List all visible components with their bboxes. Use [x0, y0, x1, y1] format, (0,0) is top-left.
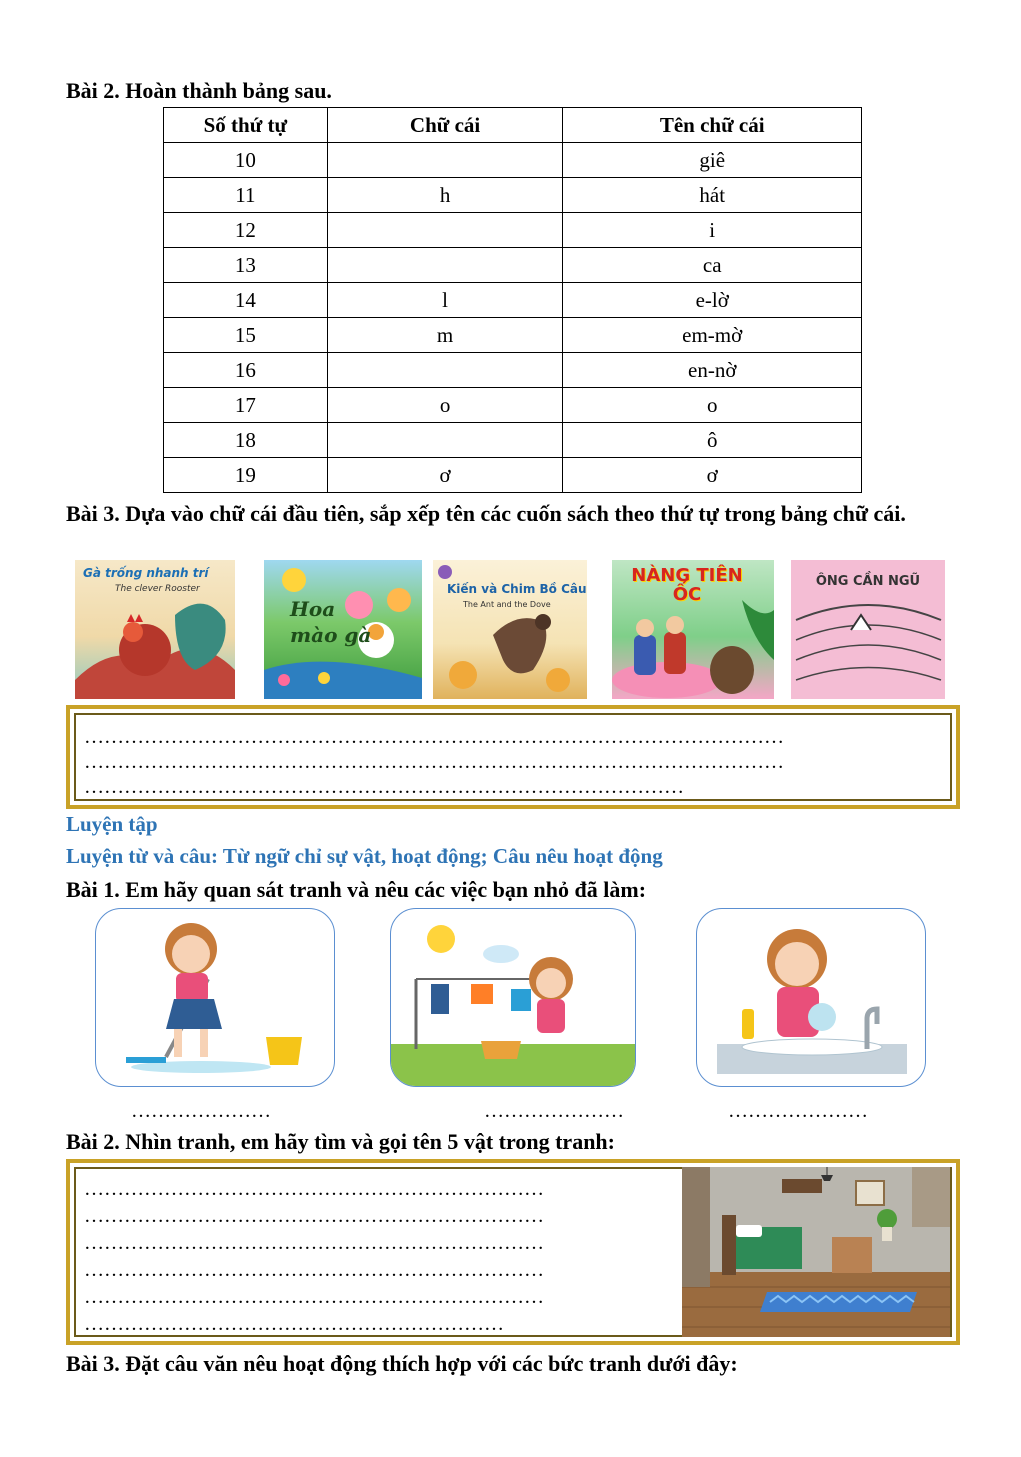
- answer-line[interactable]: ………………………………………………………: [84, 1313, 504, 1335]
- answer-line[interactable]: ……………………………………………………………………………………………: [84, 726, 784, 748]
- cell-name: ô: [563, 423, 862, 458]
- table-row: [164, 458, 862, 493]
- book-cover-nang-tien-oc: [612, 560, 774, 699]
- picture-blank-1[interactable]: …………………: [131, 1100, 271, 1122]
- cell-name: en-nờ: [563, 353, 862, 388]
- table-row: [164, 178, 862, 213]
- cell-name: giê: [563, 143, 862, 178]
- cell-letter[interactable]: h: [327, 178, 563, 213]
- girl-washing-dishes-illustration: [697, 909, 925, 1086]
- letter-table: [163, 107, 862, 493]
- picture-card-laundry: [390, 908, 636, 1087]
- picture-blank-3[interactable]: …………………: [728, 1100, 868, 1122]
- bedroom-picture: [682, 1167, 950, 1337]
- practice-heading: Luyện tập: [66, 812, 158, 836]
- book-cover-ong-can-ngu: [791, 560, 945, 699]
- cell-name: e-lờ: [563, 283, 862, 318]
- answer-line[interactable]: ……………………………………………………………: [84, 1259, 544, 1281]
- cell-letter[interactable]: o: [327, 388, 563, 423]
- bedroom-illustration: [682, 1167, 950, 1337]
- table-row: [164, 388, 862, 423]
- answer-line[interactable]: ……………………………………………………………: [84, 1286, 544, 1308]
- header-letter-name: Tên chữ cái: [563, 108, 862, 143]
- book-cover-kien-chim: [433, 560, 587, 699]
- answer-line[interactable]: ……………………………………………………………: [84, 1205, 544, 1227]
- cell-letter[interactable]: m: [327, 318, 563, 353]
- answer-line[interactable]: ……………………………………………………………: [84, 1232, 544, 1254]
- practice-exercise-3-title: Bài 3. Đặt câu văn nêu hoạt động thích hợp với các bức tranh dưới đây:: [66, 1351, 738, 1376]
- picture-card-washing-dishes: [696, 908, 926, 1087]
- cell-name: o: [563, 388, 862, 423]
- book-cover-ga-trong: [75, 560, 235, 699]
- rooster-illustration: [75, 560, 235, 699]
- answer-box-objects: [66, 1159, 960, 1345]
- cell-order: 15: [164, 318, 328, 353]
- table-row: [164, 143, 862, 178]
- cell-order: 10: [164, 143, 328, 178]
- cell-letter[interactable]: l: [327, 283, 563, 318]
- table-row: [164, 283, 862, 318]
- table-row: [164, 213, 862, 248]
- answer-line[interactable]: ………………………………………………………………………………: [84, 776, 684, 798]
- book-subtitle: The clever Rooster: [115, 584, 200, 594]
- picture-card-mopping: [95, 908, 335, 1087]
- cell-order: 18: [164, 423, 328, 458]
- cell-order: 11: [164, 178, 328, 213]
- girl-laundry-illustration: [391, 909, 635, 1086]
- cell-letter[interactable]: [327, 143, 563, 178]
- picture-blank-2[interactable]: …………………: [484, 1100, 624, 1122]
- cell-name: i: [563, 213, 862, 248]
- cell-letter[interactable]: [327, 353, 563, 388]
- cell-name: em-mờ: [563, 318, 862, 353]
- table-row: [164, 248, 862, 283]
- cell-name: ơ: [563, 458, 862, 493]
- dove-illustration: [433, 560, 587, 699]
- cell-order: 14: [164, 283, 328, 318]
- book-cover-hoa-mao-ga: [264, 560, 422, 699]
- cell-order: 13: [164, 248, 328, 283]
- cell-name: hát: [563, 178, 862, 213]
- table-row: [164, 353, 862, 388]
- book-title: Kiến và Chim Bồ Câu: [447, 582, 587, 596]
- cell-letter[interactable]: [327, 248, 563, 283]
- answer-line[interactable]: ……………………………………………………………: [84, 1178, 544, 1200]
- header-letter: Chữ cái: [327, 108, 563, 143]
- book-subtitle: The Ant and the Dove: [463, 600, 551, 609]
- answer-line[interactable]: ……………………………………………………………………………………………: [84, 751, 784, 773]
- header-order: Số thứ tự: [164, 108, 328, 143]
- answer-box: [66, 705, 960, 809]
- cell-order: 12: [164, 213, 328, 248]
- cell-name: ca: [563, 248, 862, 283]
- cell-letter[interactable]: [327, 423, 563, 458]
- cell-letter[interactable]: ơ: [327, 458, 563, 493]
- table-row: [164, 423, 862, 458]
- cell-order: 19: [164, 458, 328, 493]
- girl-mopping-illustration: [96, 909, 334, 1086]
- cell-letter[interactable]: [327, 213, 563, 248]
- book-title: NÀNG TIÊN ỐC: [631, 565, 743, 605]
- exercise-3-title: Bài 3. Dựa vào chữ cái đầu tiên, sắp xếp tên các cuốn sách theo thứ tự trong bảng chữ cái.: [66, 501, 906, 526]
- cell-order: 16: [164, 353, 328, 388]
- book-title: ÔNG CẦN NGŨ: [815, 574, 921, 589]
- practice-exercise-2-title: Bài 2. Nhìn tranh, em hãy tìm và gọi tên 5 vật trong tranh:: [66, 1129, 615, 1154]
- table-row: [164, 318, 862, 353]
- cell-order: 17: [164, 388, 328, 423]
- exercise-2-title: Bài 2. Hoàn thành bảng sau.: [66, 78, 332, 103]
- table-header-row: [164, 108, 862, 143]
- book-title: Gà trống nhanh trí: [83, 566, 209, 580]
- practice-subheading: Luyện từ và câu: Từ ngữ chỉ sự vật, hoạt động; Câu nêu hoạt động: [66, 844, 663, 868]
- book-title: Hoa mào gà: [290, 597, 372, 647]
- practice-exercise-1-title: Bài 1. Em hãy quan sát tranh và nêu các việc bạn nhỏ đã làm:: [66, 877, 647, 902]
